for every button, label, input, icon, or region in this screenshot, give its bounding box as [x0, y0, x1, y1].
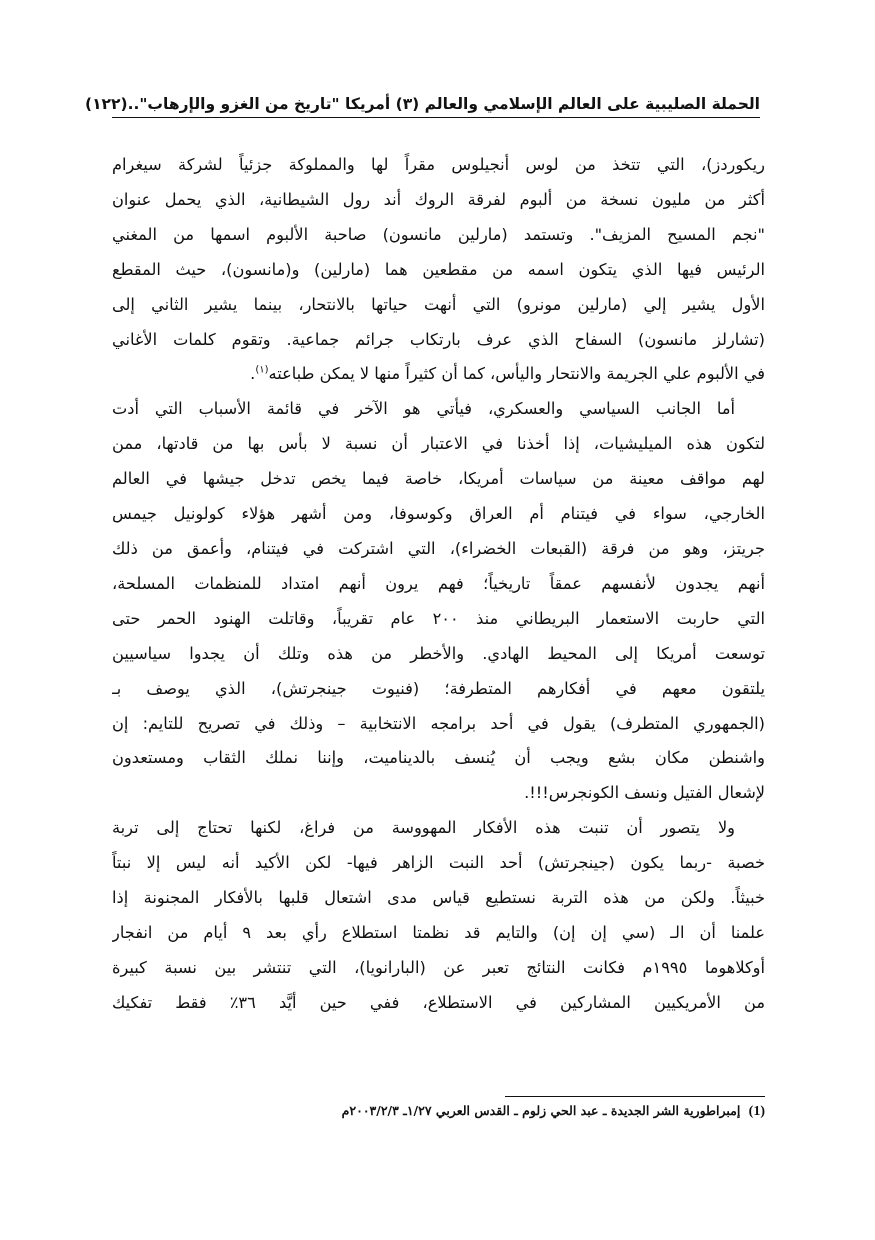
- text-line: لتكون هذه الميليشيات، إذا أخذنا في الاعتبار أن نسبة لا بأس بها من قادتها، ممن: [112, 434, 765, 454]
- text-line: لهم مواقف معينة من سياسات أمريكا، خاصة فيما يخص تدخل جيشها في العالم: [112, 469, 765, 489]
- text-line: جريتز، وهو من فرقة (القبعات الخضراء)، التي اشتركت في فيتنام، وأعمق من ذلك: [112, 538, 765, 558]
- text-line-content: في الألبوم علي الجريمة والانتحار واليأس، كما أن كثيراً منها لا يمكن طباعته: [268, 364, 765, 384]
- footnote: [342, 1103, 765, 1120]
- text-line: (تشارلز مانسون) السفاح الذي عرف بارتكاب جرائم جماعية. وتقوم كلمات الأغاني: [112, 329, 765, 349]
- paragraph: [112, 811, 765, 1020]
- text-line: "نجم المسيح المزيف". وتستمد (مارلين مانسون) صاحبة الألبوم اسمها من المغني: [112, 224, 765, 244]
- text-line: أوكلاهوما ١٩٩٥م فكانت النتائج تعبر عن (البارانويا)، التي تنتشر بين نسبة كبيرة: [112, 957, 765, 977]
- running-header: [85, 88, 760, 118]
- text-line: الأول يشير إلي (مارلين مونرو) التي أنهت حياتها بالانتحار، بينما يشير الثاني إلى: [112, 294, 765, 314]
- paragraph: [112, 392, 765, 811]
- text-line: الرئيس فيها الذي يتكون اسمه من مقطعين هما (مارلين) و(مانسون)، حيث المقطع: [112, 259, 765, 279]
- text-punctuation: .: [250, 364, 256, 384]
- text-line: من الأمريكيين المشاركين في الاستطلاع، ففي حين أيَّد ٣٦٪ فقط تفكيك: [112, 992, 765, 1012]
- header-title: الحملة الصليبية على العالم الإسلامي والعالم (٣) أمريكا "تاريخ من الغزو والإرهاب"..: [127, 95, 760, 113]
- text-line: أما الجانب السياسي والعسكري، فيأتي هو الآخر في قائمة الأسباب التي أدت: [112, 399, 735, 419]
- text-line: ريكوردز)، التي تتخذ من لوس أنجيلوس مقراً لها والمملوكة جزئياً لشركة سيغرام: [112, 155, 765, 174]
- paragraph: [112, 148, 765, 392]
- text-line: توسعت أمريكا إلى المحيط الهادي. والأخطر من هذه وتلك أن يجدوا سياسيين: [112, 643, 765, 663]
- text-line: لإشعال الفتيل ونسف الكونجرس!!!.: [524, 783, 765, 803]
- footnote-number: (1): [748, 1104, 765, 1119]
- text-line: خصبة -ربما يكون (جينجرتش) أحد النبت الزاهر فيها- لكن الأكيد أنه ليس إلا نبتاً: [112, 853, 765, 873]
- footnote-reference[interactable]: (١): [255, 365, 269, 377]
- text-line: التي حاربت الاستعمار البريطاني منذ ٢٠٠ عام تقريباً، وقاتلت الهنود الحمر حتى: [112, 608, 765, 628]
- text-line: (الجمهوري المتطرف) يقول في أحد برامجه الانتخابية – وذلك في تصريح للتايم: إن: [112, 713, 765, 733]
- body-text: [112, 148, 765, 1021]
- text-line: [112, 357, 765, 392]
- text-line: ولا يتصور أن تنبت هذه الأفكار المهووسة من فراغ، لكنها تحتاج إلى تربة: [112, 818, 735, 838]
- footnote-divider: [505, 1096, 765, 1097]
- footnote-text: إمبراطورية الشر الجديدة ـ عبد الحي زلوم ـ القدس العربي ١/٢٧ـ ٢٠٠٣/٢/٣م: [341, 1103, 741, 1118]
- page-number: (١٢٢): [85, 95, 128, 113]
- text-line: واشنطن مكان بشع ويجب أن يُنسف بالديناميت، وإننا نملك الثقاب ومستعدون: [112, 748, 765, 768]
- text-line: الخارجي، سواء في فيتنام أم العراق وكوسوفا، ومن أشهر هؤلاء كولونيل جيمس: [112, 504, 765, 524]
- text-line: أكثر من مليون نسخة من ألبوم لفرقة الروك أند رول الشيطانية، الذي يحمل عنوان: [112, 189, 765, 209]
- text-line: أنهم يجدون لأنفسهم عمقاً تاريخياً؛ فهم يرون أنهم امتداد للمنظمات المسلحة،: [112, 573, 765, 593]
- text-line: خبيثاً. ولكن من هذه التربة نستطيع قياس مدى اشتعال قلبها بالأفكار المجنونة إذا: [112, 888, 765, 908]
- text-line: علمنا أن الـ (سي إن إن) والتايم قد نظمتا استطلاع رأي بعد ٩ أيام من انفجار: [112, 922, 765, 942]
- text-line: يلتقون معهم في أفكارهم المتطرفة؛ (فنيوت جينجرتش)، الذي يوصف بـ: [112, 678, 765, 698]
